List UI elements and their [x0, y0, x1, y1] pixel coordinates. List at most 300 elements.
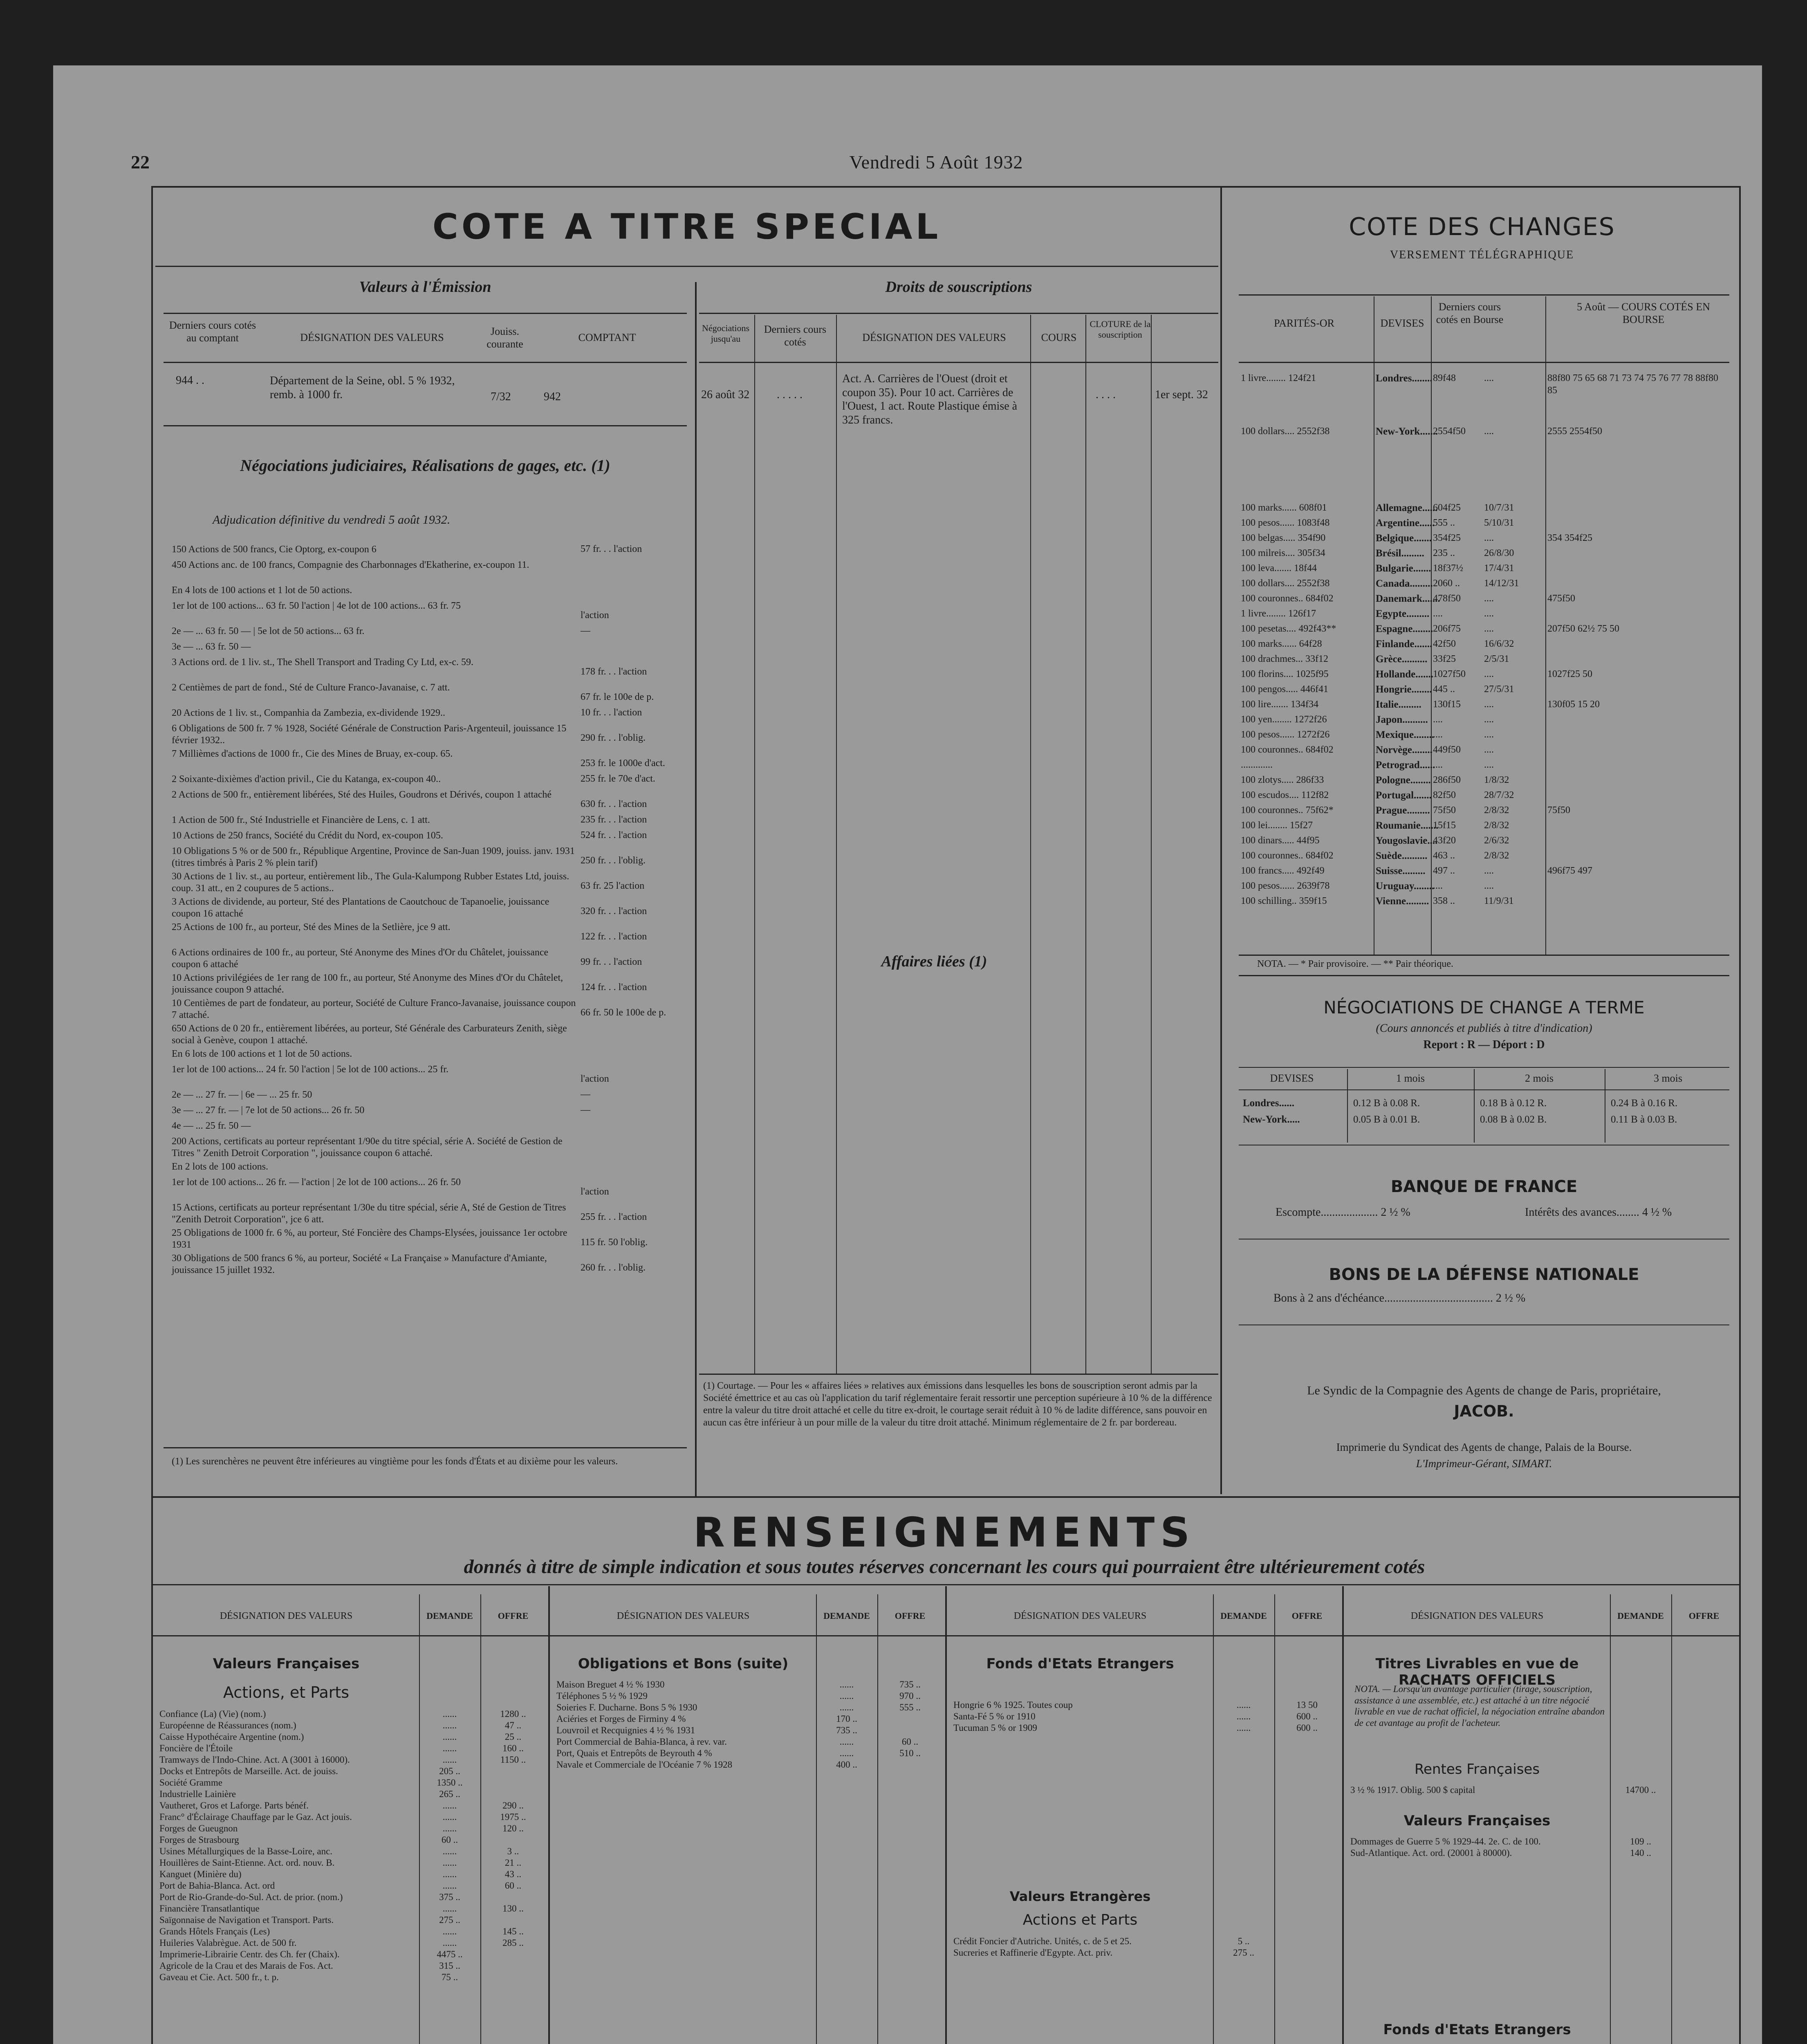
page-date: Vendredi 5 Août 1932	[849, 152, 1023, 173]
negociation-text: 1er lot de 100 actions... 26 fr. — l'action | 2e lot de 100 actions... 26 fr. 50	[172, 1177, 461, 1188]
negociation-price: 67 fr. le 100e de p.	[581, 692, 654, 702]
negociation-price: 235 fr. . . l'action	[581, 814, 647, 825]
column-rule	[1151, 315, 1152, 1374]
terme-table	[1239, 1069, 1729, 1143]
changes-cell: Canada.........	[1376, 578, 1433, 589]
value-offre: 60 ..	[504, 1880, 522, 1891]
value-designation: Santa-Fé 5 % or 1910	[953, 1711, 1036, 1721]
value-demande: 375 ..	[439, 1892, 460, 1902]
changes-cell: 10/7/31	[1484, 502, 1514, 513]
rule	[1239, 975, 1729, 976]
value-offre: 160 ..	[502, 1743, 524, 1753]
value-offre: 1150 ..	[500, 1755, 526, 1765]
value-designation: Imprimerie-Librairie Centr. des Ch. fer (Chaix).	[159, 1949, 340, 1959]
changes-cell: 100 couronnes.. 684f02	[1241, 850, 1334, 861]
changes-cell: 43f20	[1433, 835, 1456, 846]
changes-cell: 449f50	[1433, 744, 1461, 755]
banque-avances: Intérêts des avances........ 4 ½ %	[1525, 1206, 1672, 1219]
terme-cell: 0.11 B à 0.03 B.	[1611, 1114, 1677, 1125]
terme-title: NÉGOCIATIONS DE CHANGE A TERME	[1323, 997, 1645, 1018]
changes-cell: Brésil.........	[1376, 548, 1424, 559]
changes-cell: 1 livre........ 126f17	[1241, 608, 1316, 619]
column-divider	[945, 1586, 947, 2044]
value-offre: 600 ..	[1296, 1723, 1318, 1733]
value-demande: ......	[839, 1702, 854, 1712]
column-rule	[1030, 315, 1031, 1374]
changes-cell: Espagne........	[1376, 623, 1433, 634]
page-number: 22	[131, 152, 150, 173]
changes-cell: 358 ..	[1433, 896, 1455, 906]
value-designation: Port Commercial de Bahia-Blanca, à rev. var.	[556, 1737, 727, 1747]
negociation-text: 20 Actions de 1 liv. st., Companhia da Zambezia, ex-dividende 1929..	[172, 708, 445, 718]
changes-cell: 100 pesos...... 1272f26	[1241, 729, 1330, 740]
col-header-designation: DÉSIGNATION DES VALEURS	[1410, 1611, 1544, 1621]
value-designation: Soieries F. Ducharne. Bons 5 % 1930	[556, 1702, 697, 1712]
col-header-offre: OFFRE	[498, 1611, 529, 1621]
value-designation: Grands Hôtels Français (Les)	[159, 1926, 270, 1936]
changes-cell: 100 francs..... 492f49	[1241, 865, 1325, 876]
bons-title: BONS DE LA DÉFENSE NATIONALE	[1329, 1265, 1639, 1284]
changes-cell: ....	[1484, 865, 1494, 876]
rule	[1342, 1635, 1739, 1636]
header-cours: COURS	[1041, 332, 1077, 343]
negociation-text: 30 Obligations de 500 francs 6 %, au porteur, Société « La Française » Manufacture d'Amiante, jouissance 15 juillet 1932.	[172, 1253, 547, 1275]
section-heading: Obligations et Bons (suite)	[578, 1656, 789, 1672]
changes-cell: 2/6/32	[1484, 835, 1509, 846]
section-heading: Actions, et Parts	[223, 1683, 350, 1701]
section-heading: Valeurs Etrangères	[1009, 1889, 1151, 1904]
changes-cell: 354 354f25	[1547, 533, 1592, 543]
changes-cell: 100 pesos...... 1083f48	[1241, 518, 1330, 528]
value-demande: ......	[442, 1709, 457, 1719]
terme-cell: 0.18 B à 0.12 R.	[1480, 1098, 1547, 1109]
negociations-footnote: (1) Les surenchères ne peuvent être inférieures au vingtième pour les fonds d'États et au dixième pour les valeurs.	[172, 1456, 618, 1467]
negociation-price: 63 fr. 25 l'action	[581, 881, 645, 891]
value-offre: 25 ..	[504, 1732, 522, 1742]
column-rule	[1274, 1594, 1275, 2044]
changes-cell: .............	[1241, 760, 1273, 770]
changes-cell: 100 belgas..... 354f90	[1241, 533, 1326, 543]
changes-cell: ....	[1484, 593, 1494, 604]
changes-cell: Italie.........	[1376, 699, 1421, 710]
value-designation: Louvroil et Recquignies 4 ½ % 1931	[556, 1725, 695, 1735]
renseignements-subtitle: donnés à titre de simple indication et sous toutes réserves concernant les cours qui pourraient être ultérieurement cotés	[464, 1556, 1425, 1578]
changes-cell: ....	[1484, 729, 1494, 740]
changes-cell: Mexique........	[1376, 729, 1435, 740]
value-demande: ......	[442, 1903, 457, 1914]
col-header-demande: DEMANDE	[823, 1611, 870, 1621]
value-offre: 47 ..	[504, 1720, 522, 1730]
changes-cell: 17/4/31	[1484, 563, 1514, 574]
renseignements-table	[151, 1586, 1739, 2044]
negociation-text: 1er lot de 100 actions... 63 fr. 50 l'action | 4e lot de 100 actions... 63 fr. 75	[172, 601, 461, 611]
changes-cell: 100 dollars.... 2552f38	[1241, 426, 1330, 437]
changes-cell: 88f80 75 65 68 71 73 74 75 76 77 78 88f80 85	[1547, 373, 1718, 396]
negociation-price: 99 fr. . . l'action	[581, 957, 642, 967]
changes-cell: ....	[1484, 760, 1494, 770]
changes-cell: 26/8/30	[1484, 548, 1514, 558]
value-demande: 75 ..	[441, 1972, 458, 1982]
souscription-last: . . . . .	[777, 388, 803, 401]
changes-cell: 2555 2554f50	[1547, 426, 1602, 437]
value-designation: Houillères de Saint-Etienne. Act. ord. nouv. B.	[159, 1858, 335, 1868]
col-header-demande: DEMANDE	[1220, 1611, 1267, 1621]
changes-cell: 1 livre........ 124f21	[1241, 373, 1316, 383]
value-designation: Saïgonnaise de Navigation et Transport. Parts.	[159, 1915, 334, 1925]
value-demande: ......	[442, 1755, 457, 1765]
changes-cell: ....	[1484, 608, 1494, 619]
negociation-text: 2e — ... 63 fr. 50 — | 5e lot de 50 actions... 63 fr.	[172, 626, 365, 637]
value-demande: ......	[442, 1926, 457, 1936]
changes-cell: ....	[1484, 669, 1494, 679]
value-demande: 5 ..	[1238, 1936, 1250, 1946]
changes-nota: NOTA. — * Pair provisoire. — ** Pair théorique.	[1257, 959, 1453, 969]
negociation-text: 3e — ... 27 fr. — | 7e lot de 50 actions... 26 fr. 50	[172, 1105, 365, 1116]
negociation-price: 290 fr. . . l'oblig.	[581, 733, 646, 743]
value-offre: 735 ..	[899, 1679, 921, 1690]
terme-header: 1 mois	[1396, 1072, 1425, 1084]
header-cloture: CLOTURE de la souscription	[1090, 319, 1151, 340]
souscriptions-title: Droits de souscriptions	[885, 278, 1032, 296]
changes-cell: 100 lei........ 15f27	[1241, 820, 1313, 831]
column-rule	[754, 315, 755, 1374]
value-demande: ......	[442, 1812, 457, 1822]
value-designation: 3 ½ % 1917. Oblig. 500 $ capital	[1350, 1785, 1475, 1795]
col-header-designation: DÉSIGNATION DES VALEURS	[617, 1611, 750, 1621]
value-designation: Tucuman 5 % or 1909	[953, 1723, 1037, 1733]
changes-cell: 2/8/32	[1484, 820, 1509, 831]
section-heading: Valeurs Françaises	[1403, 1813, 1551, 1829]
rule	[164, 362, 687, 363]
rachats-nota: NOTA. — Lorsqu'un avantage particulier (tirage, souscription, assistance à une assemblée, etc.) est attaché à un titre négocié livrable en vue de rachat officiel, la négociation entraîne abandon de cet avantage au profit de l'acheteur.	[1354, 1684, 1605, 1728]
negociation-text: 2 Actions de 500 fr., entièrement libérées, Sté des Huiles, Goudrons et Dérivés, coupon 1 attaché	[172, 789, 552, 800]
rule	[1239, 1089, 1729, 1090]
negociation-price: 524 fr. . . l'action	[581, 830, 647, 840]
terme-cell: 0.08 B à 0.02 B.	[1480, 1114, 1547, 1125]
negociation-price: l'action	[581, 1186, 609, 1197]
value-designation: Foncière de l'Étoile	[159, 1743, 233, 1753]
rule	[164, 1447, 687, 1448]
changes-cell: 100 pengos..... 446f41	[1241, 684, 1328, 695]
souscription-cours: . . . .	[1096, 388, 1116, 401]
changes-table	[1241, 372, 1729, 953]
changes-cell: 286f50	[1433, 775, 1461, 785]
changes-cell: 5/10/31	[1484, 518, 1514, 528]
value-offre: 600 ..	[1296, 1711, 1318, 1721]
changes-cell: ....	[1433, 881, 1443, 891]
terme-header: 3 mois	[1653, 1072, 1683, 1084]
value-designation: Forges de Strasbourg	[159, 1835, 239, 1845]
value-designation: Dommages de Guerre 5 % 1929-44. 2e. C. de 100.	[1350, 1836, 1541, 1847]
value-designation: Industrielle Lainière	[159, 1789, 236, 1799]
changes-cell: 18f37½	[1433, 563, 1463, 574]
negociation-price: 260 fr. . . l'oblig.	[581, 1262, 646, 1273]
rule	[1347, 1069, 1348, 1143]
value-designation: Agricole de la Crau et des Marais de Fos. Act.	[159, 1961, 333, 1971]
section-heading: Actions et Parts	[1022, 1912, 1138, 1928]
changes-cell: 100 marks...... 608f01	[1241, 502, 1327, 513]
negociation-price: 250 fr. . . l'oblig.	[581, 855, 646, 866]
rule	[699, 313, 1218, 314]
changes-cell: 89f48	[1433, 373, 1456, 383]
col-header-demande: DEMANDE	[426, 1611, 473, 1621]
negociations-list	[172, 544, 683, 1275]
value-demande: ......	[442, 1846, 457, 1856]
banque-title: BANQUE DE FRANCE	[1390, 1177, 1578, 1196]
negociation-text: 2 Soixante-dixièmes d'action privil., Cie du Katanga, ex-coupon 40..	[172, 774, 441, 784]
changes-cell: 100 schilling.. 359f15	[1241, 896, 1327, 906]
changes-cell: ....	[1484, 623, 1494, 634]
changes-cell: 2554f50	[1433, 426, 1466, 437]
header-parites: PARITÉS-OR	[1274, 317, 1334, 329]
value-designation: Port de Bahia-Blanca. Act. ord	[159, 1880, 275, 1891]
value-designation: Usines Métallurgiques de la Basse-Loire, anc.	[159, 1846, 333, 1856]
value-offre: 43 ..	[504, 1869, 522, 1879]
rule	[945, 1635, 1342, 1636]
changes-cell: 496f75 497	[1547, 865, 1592, 876]
header-negociations: Négociations jusqu'au	[702, 323, 750, 344]
changes-cell: ....	[1433, 608, 1443, 619]
column-rule	[836, 315, 837, 1374]
negociation-price: 115 fr. 50 l'oblig.	[581, 1237, 648, 1248]
value-demande: 205 ..	[439, 1766, 460, 1776]
changes-cell: 100 marks...... 64f28	[1241, 639, 1322, 649]
changes-cell: 100 couronnes.. 684f02	[1241, 593, 1334, 604]
changes-cell: Danemark.......	[1376, 593, 1440, 604]
negociation-price: 255 fr. le 70e d'act.	[581, 773, 655, 784]
value-designation: Aciéries et Forges de Firminy 4 %	[556, 1714, 686, 1724]
negociation-text: 10 Centièmes de part de fondateur, au porteur, Société de Culture Franco-Javanaise, jouissance coupon 7 attaché.	[172, 998, 576, 1020]
negociation-price: 255 fr. . . l'action	[581, 1212, 647, 1222]
rule	[1239, 294, 1729, 296]
changes-cell: ....	[1484, 714, 1494, 725]
changes-cell: 28/7/32	[1484, 790, 1514, 800]
changes-cell: ....	[1484, 533, 1494, 543]
value-demande: 735 ..	[836, 1725, 857, 1735]
negociation-price: 630 fr. . . l'action	[581, 799, 647, 809]
header-designation: DÉSIGNATION DES VALEURS	[300, 332, 444, 343]
value-designation: Société Gramme	[159, 1777, 222, 1788]
column-rule	[1213, 1594, 1214, 2044]
negociation-text: 25 Actions de 100 fr., au porteur, Sté des Mines de la Setlière, jce 9 att.	[172, 922, 451, 932]
changes-cell: 100 escudos.... 112f82	[1241, 790, 1329, 800]
column-divider	[695, 282, 697, 1496]
rule	[548, 1635, 945, 1636]
changes-cell: 2060 ..	[1433, 578, 1460, 589]
cote-changes-title: COTE DES CHANGES	[1349, 213, 1615, 241]
rule	[699, 1374, 1218, 1375]
negociation-text: 4e — ... 25 fr. 50 —	[172, 1121, 251, 1131]
changes-cell: 75f50	[1547, 805, 1570, 816]
changes-cell: Grèce..........	[1376, 654, 1428, 665]
terme-legend: Report : R — Déport : D	[1423, 1038, 1545, 1051]
value-demande: 170 ..	[836, 1714, 857, 1724]
value-demande: ......	[442, 1720, 457, 1730]
changes-cell: 497 ..	[1433, 865, 1455, 876]
changes-cell: 130f15	[1433, 699, 1461, 710]
column-rule	[480, 1594, 481, 2044]
column-rule	[816, 1594, 817, 2044]
negociation-text: 15 Actions, certificats au porteur représentant 1/30e du titre spécial, série A, Sté de Gestion de Titres "Zenith Detroit Corporation", jce 6 att.	[172, 1202, 566, 1225]
negociation-text: 1er lot de 100 actions... 24 fr. 50 l'action | 5e lot de 100 actions... 25 fr.	[172, 1064, 448, 1075]
section-heading: Fonds d'Etats Etrangers	[1383, 2022, 1571, 2038]
changes-cell: Portugal.......	[1376, 790, 1432, 801]
value-demande: 109 ..	[1630, 1836, 1651, 1847]
changes-cell: Belgique.......	[1376, 533, 1432, 544]
section-heading: Fonds d'Etats Etrangers	[986, 1656, 1174, 1672]
value-demande: ......	[839, 1679, 854, 1690]
changes-cell: 100 yen........ 1272f26	[1241, 714, 1327, 725]
value-demande: ......	[442, 1732, 457, 1742]
souscription-designation: Act. A. Carrières de l'Ouest (droit et coupon 35). Pour 10 act. Carrières de l'Ouest, 1 act. Route Plastique émise à 325 francs.	[842, 372, 1018, 426]
changes-cell: 2/8/32	[1484, 805, 1509, 816]
value-demande: ......	[442, 1800, 457, 1811]
negociation-price: 178 fr. . . l'action	[581, 666, 647, 677]
column-rule	[877, 1594, 878, 2044]
negociation-text: 150 Actions de 500 francs, Cie Optorg, ex-coupon 6	[172, 544, 377, 555]
rule	[1239, 1067, 1729, 1068]
col-header-designation: DÉSIGNATION DES VALEURS	[220, 1611, 353, 1621]
value-designation: Port de Rio-Grande-do-Sul. Act. de prior. (nom.)	[159, 1892, 343, 1902]
changes-cell: Roumanie.......	[1376, 820, 1439, 831]
value-offre: 145 ..	[502, 1926, 524, 1936]
header-last: Derniers cours cotés	[764, 323, 827, 348]
changes-cell: 100 dinars..... 44f95	[1241, 835, 1320, 846]
affaires-liees: Affaires liées (1)	[881, 953, 987, 970]
negociation-text: 6 Actions ordinaires de 100 fr., au porteur, Sté Anonyme des Mines d'Or du Châtelet, jouissance coupon 6 attaché	[172, 947, 549, 970]
banque-escompte: Escompte.................... 2 ½ %	[1276, 1206, 1410, 1219]
terme-cell: 0.12 B à 0.08 R.	[1353, 1098, 1420, 1109]
value-offre: 21 ..	[504, 1858, 522, 1868]
value-demande: ......	[1236, 1711, 1251, 1721]
column-rule	[1085, 315, 1086, 1374]
changes-cell: 16/6/32	[1484, 639, 1514, 649]
value-demande: 275 ..	[1233, 1948, 1254, 1958]
changes-cell: Finlande.......	[1376, 639, 1433, 650]
value-offre: 290 ..	[502, 1800, 524, 1811]
changes-cell: 1027f50	[1433, 669, 1466, 679]
changes-cell: 1/8/32	[1484, 775, 1509, 785]
rule	[1239, 362, 1729, 363]
value-offre: 510 ..	[899, 1748, 921, 1758]
negociation-price: l'action	[581, 1074, 609, 1084]
section-heading: Rentes Françaises	[1414, 1761, 1540, 1777]
changes-cell: 11/9/31	[1484, 896, 1514, 906]
negociation-text: 1 Action de 500 fr., Sté Industrielle et Financière de Lens, c. 1 att.	[172, 815, 430, 825]
negociation-text: 450 Actions anc. de 100 francs, Compagnie des Charbonnages d'Ekatherine, ex-coupon 11.	[172, 560, 529, 570]
changes-cell: Norvège........	[1376, 744, 1433, 755]
value-offre: 60 ..	[901, 1737, 919, 1747]
changes-cell: Egypte.........	[1376, 608, 1430, 619]
negociation-price: 66 fr. 50 le 100e de p.	[581, 1007, 666, 1018]
value-offre: 3 ..	[507, 1846, 519, 1856]
value-demande: ......	[442, 1823, 457, 1833]
column-divider	[1342, 1586, 1344, 2044]
changes-cell: 100 couronnes.. 75f62*	[1241, 805, 1334, 816]
changes-cell: 100 zlotys..... 286f33	[1241, 775, 1324, 785]
value-designation: Crédit Foncier d'Autriche. Unités, c. de 5 et 25.	[953, 1936, 1132, 1946]
negociation-text: En 4 lots de 100 actions et 1 lot de 50 actions.	[172, 585, 352, 596]
negociation-price: 122 fr. . . l'action	[581, 931, 647, 942]
negociation-text: 10 Actions privilégiées de 1er rang de 100 fr., au porteur, Sté Anonyme des Mines d'Or du Châtelet, jouissance coupon 9 attaché.	[172, 973, 563, 995]
value-demande: 400 ..	[836, 1759, 857, 1770]
negociation-text: 7 Millièmes d'actions de 1000 fr., Cie des Mines de Bruay, ex-coup. 65.	[172, 749, 453, 759]
value-demande: ......	[442, 1858, 457, 1868]
rule	[1239, 955, 1729, 956]
changes-cell: Argentine......	[1376, 518, 1435, 529]
terme-cell: New-York.....	[1243, 1114, 1300, 1125]
negociation-price: 253 fr. le 1000e d'act.	[581, 758, 665, 769]
negociation-price: 57 fr. . . l'action	[581, 544, 642, 554]
changes-cell: 1027f25 50	[1547, 669, 1592, 679]
section-divider	[151, 1496, 1739, 1498]
value-offre: 285 ..	[502, 1938, 524, 1948]
courtage-note: (1) Courtage. — Pour les « affaires liées » relatives aux émissions dans lesquelles les bons de souscription seront admis par la Société émettrice et au cas où l'application du tarif réglementaire ferait ressortir une perception supérieure à 10 % de la différence entre la valeur du titre droit attaché et celle du titre ex-droit, le courtage serait réduit à 10 % de ladite différence, sans pouvoir en aucun cas être inférieur à un pour mille de la valeur du titre droit attaché. Minimum réglementaire de 2 fr. par bordereau.	[703, 1381, 1212, 1428]
value-demande: 265 ..	[439, 1789, 460, 1799]
souscription-date: 26 août 32	[701, 388, 750, 401]
changes-cell: Vienne.........	[1376, 896, 1429, 907]
changes-cell: ....	[1484, 744, 1494, 755]
value-demande: 4475 ..	[437, 1949, 463, 1959]
changes-cell: 15f15	[1433, 820, 1456, 831]
value-demande: ......	[839, 1691, 854, 1701]
value-designation: Port, Quais et Entrepôts de Beyrouth 4 %	[556, 1748, 712, 1758]
value-demande: ......	[839, 1737, 854, 1747]
col-header-offre: OFFRE	[1688, 1611, 1720, 1621]
value-designation: Franc° d'Éclairage Chauffage par le Gaz. Act jouis.	[159, 1812, 352, 1822]
header-derniers: Derniers cours cotés en Bourse	[1436, 301, 1504, 326]
changes-cell: 206f75	[1433, 623, 1461, 634]
changes-cell: 100 pesos...... 2639f78	[1241, 881, 1330, 891]
terme-cell: Londres......	[1243, 1098, 1294, 1109]
changes-cell: 100 dollars.... 2552f38	[1241, 578, 1330, 589]
value-designation: Téléphones 5 ½ % 1929	[556, 1691, 648, 1701]
terme-header: 2 mois	[1525, 1072, 1554, 1084]
col-header-demande: DEMANDE	[1617, 1611, 1664, 1621]
emission-last: 944 . .	[176, 374, 204, 387]
changes-cell: 207f50 62½ 75 50	[1547, 623, 1619, 634]
column-rule	[1671, 1594, 1672, 2044]
value-designation: Financière Transatlantique	[159, 1903, 260, 1914]
negociation-text: 30 Actions de 1 liv. st., au porteur, entièrement lib., The Gula-Kalumpong Rubber Estates Ltd, jouiss. coup. 31 att., en 2 coupures de 5 actions..	[172, 871, 569, 894]
value-demande: ......	[1236, 1723, 1251, 1733]
changes-cell: 2/5/31	[1484, 654, 1509, 664]
col-header-designation: DÉSIGNATION DES VALEURS	[1013, 1611, 1147, 1621]
changes-cell: Londres........	[1376, 373, 1433, 384]
emission-comptant: 942	[544, 390, 561, 403]
changes-cell: 555 ..	[1433, 518, 1455, 528]
negociations-subtitle: Adjudication définitive du vendredi 5 août 1932.	[213, 513, 451, 527]
changes-cell: Hollande.......	[1376, 669, 1433, 680]
changes-cell: 100 pesetas.... 492f43**	[1241, 623, 1336, 634]
changes-cell: 2/8/32	[1484, 850, 1509, 861]
changes-header	[1239, 296, 1729, 362]
value-offre: 1280 ..	[500, 1709, 526, 1719]
value-designation: Maison Breguet 4 ½ % 1930	[556, 1679, 665, 1690]
value-designation: Navale et Commerciale de l'Océanie 7 % 1928	[556, 1759, 733, 1770]
terme-cell: 0.24 B à 0.16 R.	[1611, 1098, 1678, 1109]
changes-cell: 27/5/31	[1484, 684, 1514, 695]
negociation-text: 6 Obligations de 500 fr. 7 % 1928, Société Générale de Construction Paris-Argenteuil, jouissance 15 février 1932..	[172, 723, 567, 746]
value-demande: 60 ..	[441, 1835, 458, 1845]
changes-cell: ....	[1484, 699, 1494, 710]
syndic-name: JACOB.	[1454, 1402, 1514, 1420]
changes-cell: 14/12/31	[1484, 578, 1519, 589]
value-demande: ......	[1236, 1700, 1251, 1710]
value-designation: Sucreries et Raffinerie d'Egypte. Act. priv.	[953, 1948, 1113, 1958]
col-header-offre: OFFRE	[895, 1611, 926, 1621]
changes-cell: Petrograd......	[1376, 760, 1435, 771]
